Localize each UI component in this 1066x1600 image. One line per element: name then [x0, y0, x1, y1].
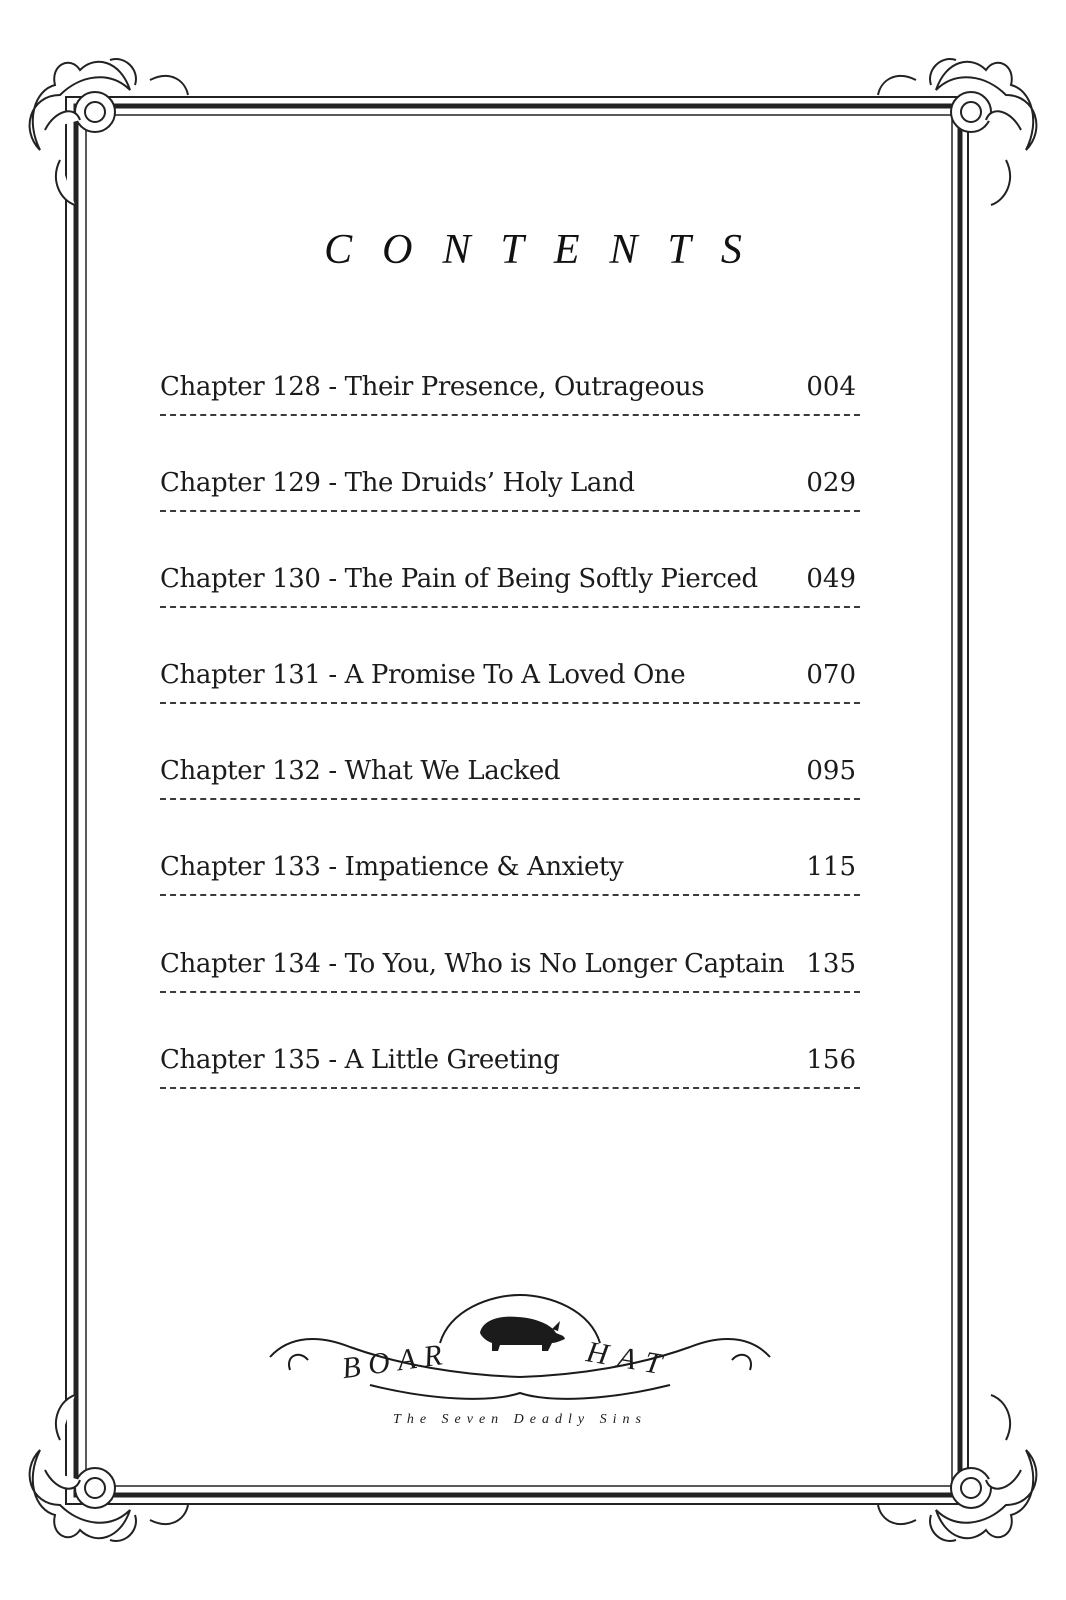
corner-flourish-icon [30, 59, 188, 205]
page-number: 156 [806, 1044, 856, 1075]
list-item[interactable] [160, 658, 860, 754]
list-item[interactable] [160, 947, 860, 1043]
page-number: 070 [806, 660, 856, 691]
chapter-title: Chapter 130 - The Pain of Being Softly Pierced [160, 564, 758, 595]
page-number: 095 [806, 756, 856, 787]
page-number: 115 [806, 852, 856, 883]
boar-hat-logo [260, 1285, 780, 1435]
page-number: 004 [806, 372, 856, 402]
page-number: 135 [806, 948, 856, 979]
logo-tagline: The Seven Deadly Sins [393, 1412, 647, 1427]
page-title: CONTENTS [324, 227, 772, 273]
chapter-title: Chapter 129 - The Druids’ Holy Land [160, 468, 635, 499]
list-item[interactable] [160, 466, 860, 562]
chapter-title: Chapter 132 - What We Lacked [160, 756, 561, 787]
boar-icon [480, 1317, 565, 1351]
table-of-contents [160, 370, 860, 1139]
list-item[interactable] [160, 850, 860, 946]
logo-right-word: HAT [583, 1335, 674, 1383]
chapter-title: Chapter 135 - A Little Greeting [160, 1044, 560, 1075]
list-item[interactable] [160, 562, 860, 658]
chapter-title: Chapter 133 - Impatience & Anxiety [160, 852, 624, 883]
list-item[interactable] [160, 754, 860, 850]
chapter-title: Chapter 131 - A Promise To A Loved One [160, 660, 686, 691]
chapter-title: Chapter 128 - Their Presence, Outrageous [160, 372, 705, 402]
page-number: 029 [806, 468, 856, 499]
list-item[interactable] [160, 1043, 860, 1139]
logo-left-word: BOAR [339, 1337, 453, 1386]
page-number: 049 [806, 564, 856, 595]
chapter-title: Chapter 134 - To You, Who is No Longer Captain [160, 948, 785, 979]
list-item[interactable] [160, 370, 860, 466]
